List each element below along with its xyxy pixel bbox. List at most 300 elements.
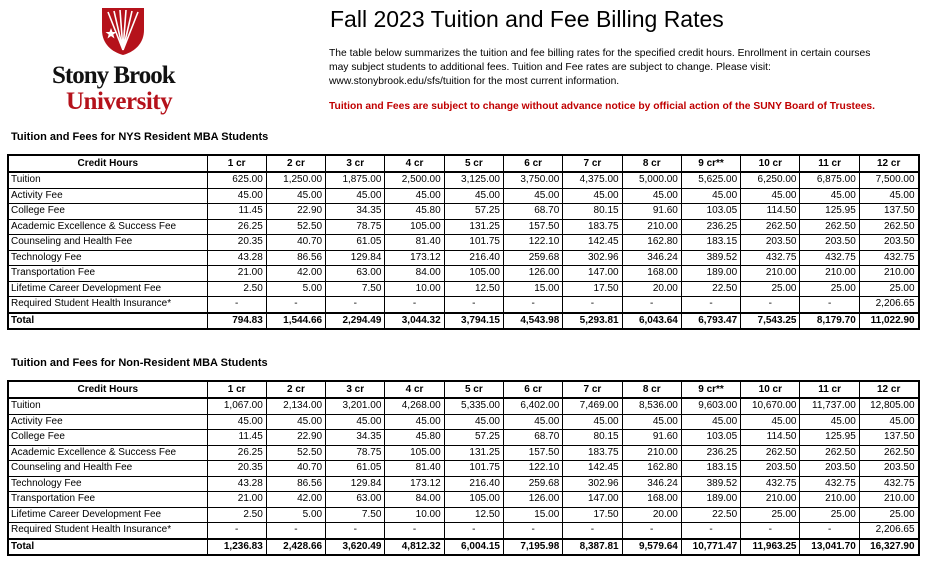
amount-cell: 11,963.25: [741, 539, 800, 556]
amount-cell: 2,500.00: [385, 172, 444, 188]
amount-cell: 45.00: [207, 188, 266, 204]
nonresident-fees-table: [7, 380, 920, 556]
amount-cell: -: [622, 297, 681, 313]
amount-cell: -: [444, 523, 503, 539]
amount-cell: 432.75: [859, 250, 918, 266]
amount-cell: 129.84: [326, 476, 385, 492]
amount-cell: 216.40: [444, 250, 503, 266]
amount-cell: 129.84: [326, 250, 385, 266]
amount-cell: 5,625.00: [681, 172, 740, 188]
amount-cell: 45.80: [385, 204, 444, 220]
row-label: Academic Excellence & Success Fee: [8, 219, 207, 235]
amount-cell: -: [207, 297, 266, 313]
amount-cell: 15.00: [503, 281, 562, 297]
amount-cell: 794.83: [207, 313, 266, 330]
amount-cell: 157.50: [503, 445, 562, 461]
amount-cell: 8,179.70: [800, 313, 859, 330]
amount-cell: 45.00: [266, 414, 325, 430]
amount-cell: 45.00: [503, 414, 562, 430]
fee-row: [8, 476, 919, 492]
amount-cell: 389.52: [681, 250, 740, 266]
fee-row: [8, 172, 919, 188]
amount-cell: 45.00: [563, 188, 622, 204]
amount-cell: 125.95: [800, 204, 859, 220]
amount-cell: -: [563, 297, 622, 313]
column-header: 9 cr**: [681, 155, 740, 172]
row-label: Transportation Fee: [8, 492, 207, 508]
fee-row: [8, 188, 919, 204]
column-header: 6 cr: [503, 381, 562, 398]
intro-line-3: www.stonybrook.edu/sfs/tuition for the most current information.: [329, 76, 620, 87]
amount-cell: -: [503, 523, 562, 539]
row-label: Tuition: [8, 172, 207, 188]
amount-cell: 302.96: [563, 476, 622, 492]
amount-cell: 6,402.00: [503, 398, 562, 414]
column-header: 10 cr: [741, 155, 800, 172]
row-label: Total: [8, 539, 207, 556]
column-header: 5 cr: [444, 155, 503, 172]
credit-hours-header: Credit Hours: [8, 381, 207, 398]
amount-cell: 34.35: [326, 204, 385, 220]
amount-cell: -: [385, 523, 444, 539]
amount-cell: 236.25: [681, 219, 740, 235]
amount-cell: -: [326, 297, 385, 313]
amount-cell: 63.00: [326, 492, 385, 508]
amount-cell: 12.50: [444, 281, 503, 297]
amount-cell: 45.00: [385, 414, 444, 430]
amount-cell: 78.75: [326, 445, 385, 461]
amount-cell: 25.00: [859, 281, 918, 297]
amount-cell: 210.00: [741, 492, 800, 508]
amount-cell: 4,812.32: [385, 539, 444, 556]
amount-cell: 3,201.00: [326, 398, 385, 414]
amount-cell: -: [800, 297, 859, 313]
amount-cell: 13,041.70: [800, 539, 859, 556]
amount-cell: 236.25: [681, 445, 740, 461]
amount-cell: 10.00: [385, 281, 444, 297]
amount-cell: 7.50: [326, 281, 385, 297]
amount-cell: 105.00: [444, 266, 503, 282]
amount-cell: 7,543.25: [741, 313, 800, 330]
fee-row: [8, 398, 919, 414]
amount-cell: 302.96: [563, 250, 622, 266]
amount-cell: 5.00: [266, 507, 325, 523]
amount-cell: 262.50: [859, 219, 918, 235]
amount-cell: 45.00: [741, 188, 800, 204]
amount-cell: 122.10: [503, 235, 562, 251]
amount-cell: 259.68: [503, 476, 562, 492]
amount-cell: 126.00: [503, 266, 562, 282]
amount-cell: -: [622, 523, 681, 539]
amount-cell: 86.56: [266, 250, 325, 266]
row-label: College Fee: [8, 430, 207, 446]
row-label: Required Student Health Insurance*: [8, 297, 207, 313]
amount-cell: 346.24: [622, 476, 681, 492]
amount-cell: 625.00: [207, 172, 266, 188]
amount-cell: 45.00: [326, 414, 385, 430]
amount-cell: 6,793.47: [681, 313, 740, 330]
amount-cell: -: [681, 523, 740, 539]
amount-cell: 10.00: [385, 507, 444, 523]
amount-cell: 131.25: [444, 219, 503, 235]
amount-cell: 45.00: [207, 414, 266, 430]
amount-cell: 137.50: [859, 204, 918, 220]
amount-cell: 147.00: [563, 266, 622, 282]
amount-cell: 45.00: [444, 188, 503, 204]
amount-cell: 7,469.00: [563, 398, 622, 414]
amount-cell: 183.15: [681, 235, 740, 251]
amount-cell: 101.75: [444, 461, 503, 477]
fee-row: [8, 266, 919, 282]
amount-cell: 45.00: [266, 188, 325, 204]
amount-cell: 10,670.00: [741, 398, 800, 414]
amount-cell: 122.10: [503, 461, 562, 477]
amount-cell: 262.50: [741, 445, 800, 461]
amount-cell: 210.00: [800, 266, 859, 282]
amount-cell: 432.75: [741, 250, 800, 266]
amount-cell: 4,375.00: [563, 172, 622, 188]
column-header: 1 cr: [207, 155, 266, 172]
amount-cell: 17.50: [563, 281, 622, 297]
amount-cell: 45.00: [503, 188, 562, 204]
amount-cell: 22.90: [266, 430, 325, 446]
row-label: Technology Fee: [8, 476, 207, 492]
amount-cell: 183.75: [563, 219, 622, 235]
column-header: 4 cr: [385, 381, 444, 398]
amount-cell: 131.25: [444, 445, 503, 461]
amount-cell: 203.50: [741, 461, 800, 477]
row-label: Technology Fee: [8, 250, 207, 266]
amount-cell: -: [800, 523, 859, 539]
amount-cell: 68.70: [503, 204, 562, 220]
fee-row: [8, 445, 919, 461]
amount-cell: 20.00: [622, 507, 681, 523]
amount-cell: 4,543.98: [503, 313, 562, 330]
amount-cell: 259.68: [503, 250, 562, 266]
amount-cell: 173.12: [385, 476, 444, 492]
amount-cell: 11.45: [207, 204, 266, 220]
amount-cell: 40.70: [266, 235, 325, 251]
column-header: 8 cr: [622, 381, 681, 398]
amount-cell: 105.00: [385, 219, 444, 235]
fee-row: [8, 492, 919, 508]
amount-cell: 5,000.00: [622, 172, 681, 188]
amount-cell: 137.50: [859, 430, 918, 446]
column-header: 5 cr: [444, 381, 503, 398]
amount-cell: 45.00: [444, 414, 503, 430]
amount-cell: 105.00: [385, 445, 444, 461]
amount-cell: 45.00: [741, 414, 800, 430]
amount-cell: 5,293.81: [563, 313, 622, 330]
column-header: 8 cr: [622, 155, 681, 172]
amount-cell: 157.50: [503, 219, 562, 235]
logo-line-1: Stony Brook: [52, 62, 175, 89]
fee-row: [8, 250, 919, 266]
column-header: 12 cr: [859, 155, 918, 172]
amount-cell: 432.75: [800, 476, 859, 492]
amount-cell: 40.70: [266, 461, 325, 477]
amount-cell: 84.00: [385, 492, 444, 508]
amount-cell: 2,134.00: [266, 398, 325, 414]
amount-cell: 210.00: [800, 492, 859, 508]
amount-cell: 91.60: [622, 430, 681, 446]
amount-cell: 81.40: [385, 235, 444, 251]
amount-cell: 12.50: [444, 507, 503, 523]
amount-cell: 210.00: [741, 266, 800, 282]
row-label: Total: [8, 313, 207, 330]
amount-cell: 34.35: [326, 430, 385, 446]
amount-cell: -: [326, 523, 385, 539]
amount-cell: 210.00: [859, 266, 918, 282]
column-header: 4 cr: [385, 155, 444, 172]
amount-cell: 3,794.15: [444, 313, 503, 330]
amount-cell: 183.75: [563, 445, 622, 461]
amount-cell: 63.00: [326, 266, 385, 282]
column-header: 11 cr: [800, 381, 859, 398]
amount-cell: 45.00: [622, 188, 681, 204]
amount-cell: 21.00: [207, 266, 266, 282]
amount-cell: 45.00: [859, 414, 918, 430]
amount-cell: 45.80: [385, 430, 444, 446]
amount-cell: 9,603.00: [681, 398, 740, 414]
amount-cell: 78.75: [326, 219, 385, 235]
amount-cell: 20.35: [207, 235, 266, 251]
fee-row: [8, 235, 919, 251]
amount-cell: 25.00: [741, 281, 800, 297]
column-header: 2 cr: [266, 381, 325, 398]
credit-hours-header: Credit Hours: [8, 155, 207, 172]
amount-cell: 125.95: [800, 430, 859, 446]
fee-row: [8, 430, 919, 446]
amount-cell: 432.75: [859, 476, 918, 492]
amount-cell: 84.00: [385, 266, 444, 282]
amount-cell: 142.45: [563, 235, 622, 251]
amount-cell: 2.50: [207, 507, 266, 523]
amount-cell: 210.00: [859, 492, 918, 508]
amount-cell: 203.50: [800, 461, 859, 477]
amount-cell: -: [563, 523, 622, 539]
amount-cell: 3,750.00: [503, 172, 562, 188]
amount-cell: 45.00: [681, 188, 740, 204]
amount-cell: 5.00: [266, 281, 325, 297]
fee-row: [8, 461, 919, 477]
amount-cell: 162.80: [622, 235, 681, 251]
amount-cell: 262.50: [741, 219, 800, 235]
amount-cell: -: [385, 297, 444, 313]
amount-cell: 6,250.00: [741, 172, 800, 188]
amount-cell: 45.00: [563, 414, 622, 430]
row-label: Transportation Fee: [8, 266, 207, 282]
amount-cell: 3,125.00: [444, 172, 503, 188]
nonresident-section-heading: Tuition and Fees for Non-Resident MBA Students: [11, 357, 268, 369]
resident-section-heading: Tuition and Fees for NYS Resident MBA Students: [11, 131, 269, 143]
amount-cell: 8,387.81: [563, 539, 622, 556]
amount-cell: 432.75: [800, 250, 859, 266]
amount-cell: 6,004.15: [444, 539, 503, 556]
column-header: 11 cr: [800, 155, 859, 172]
amount-cell: 22.50: [681, 507, 740, 523]
amount-cell: 262.50: [800, 445, 859, 461]
amount-cell: 15.00: [503, 507, 562, 523]
amount-cell: 20.00: [622, 281, 681, 297]
amount-cell: 61.05: [326, 235, 385, 251]
amount-cell: 20.35: [207, 461, 266, 477]
amount-cell: 1,875.00: [326, 172, 385, 188]
amount-cell: 7,195.98: [503, 539, 562, 556]
page-title: Fall 2023 Tuition and Fee Billing Rates: [330, 6, 724, 32]
fee-row: [8, 297, 919, 313]
amount-cell: 45.00: [326, 188, 385, 204]
row-label: Activity Fee: [8, 414, 207, 430]
amount-cell: 68.70: [503, 430, 562, 446]
row-label: Counseling and Health Fee: [8, 461, 207, 477]
amount-cell: 262.50: [800, 219, 859, 235]
amount-cell: 2.50: [207, 281, 266, 297]
university-logo: [52, 6, 202, 118]
amount-cell: -: [444, 297, 503, 313]
amount-cell: -: [741, 297, 800, 313]
amount-cell: 203.50: [859, 461, 918, 477]
fee-row: [8, 507, 919, 523]
amount-cell: 43.28: [207, 476, 266, 492]
row-label: Required Student Health Insurance*: [8, 523, 207, 539]
amount-cell: 11.45: [207, 430, 266, 446]
amount-cell: 114.50: [741, 204, 800, 220]
amount-cell: 80.15: [563, 204, 622, 220]
amount-cell: 86.56: [266, 476, 325, 492]
intro-line-1: The table below summarizes the tuition and fee billing rates for the specified credit hours. Enrollment in certain courses: [329, 48, 871, 59]
amount-cell: 42.00: [266, 266, 325, 282]
column-header: 9 cr**: [681, 381, 740, 398]
amount-cell: -: [266, 523, 325, 539]
amount-cell: 45.00: [385, 188, 444, 204]
amount-cell: 114.50: [741, 430, 800, 446]
fee-row: [8, 204, 919, 220]
amount-cell: 168.00: [622, 266, 681, 282]
amount-cell: -: [741, 523, 800, 539]
column-header: 12 cr: [859, 381, 918, 398]
amount-cell: 45.00: [622, 414, 681, 430]
amount-cell: 142.45: [563, 461, 622, 477]
amount-cell: 11,022.90: [859, 313, 918, 330]
amount-cell: 26.25: [207, 219, 266, 235]
amount-cell: -: [681, 297, 740, 313]
column-header: 6 cr: [503, 155, 562, 172]
fee-row: [8, 281, 919, 297]
amount-cell: 2,294.49: [326, 313, 385, 330]
amount-cell: 262.50: [859, 445, 918, 461]
amount-cell: 57.25: [444, 204, 503, 220]
amount-cell: 12,805.00: [859, 398, 918, 414]
amount-cell: 45.00: [800, 188, 859, 204]
amount-cell: 81.40: [385, 461, 444, 477]
amount-cell: 210.00: [622, 219, 681, 235]
column-header: 7 cr: [563, 381, 622, 398]
amount-cell: 45.00: [800, 414, 859, 430]
amount-cell: 25.00: [800, 281, 859, 297]
amount-cell: 3,620.49: [326, 539, 385, 556]
amount-cell: 1,544.66: [266, 313, 325, 330]
amount-cell: 42.00: [266, 492, 325, 508]
amount-cell: 91.60: [622, 204, 681, 220]
amount-cell: 80.15: [563, 430, 622, 446]
column-header: 1 cr: [207, 381, 266, 398]
intro-text: [329, 47, 919, 89]
row-label: Academic Excellence & Success Fee: [8, 445, 207, 461]
amount-cell: 5,335.00: [444, 398, 503, 414]
amount-cell: 9,579.64: [622, 539, 681, 556]
fee-row: [8, 523, 919, 539]
header-row: [8, 155, 919, 172]
amount-cell: 17.50: [563, 507, 622, 523]
row-label: College Fee: [8, 204, 207, 220]
amount-cell: -: [503, 297, 562, 313]
amount-cell: 432.75: [741, 476, 800, 492]
amount-cell: 173.12: [385, 250, 444, 266]
row-label: Counseling and Health Fee: [8, 235, 207, 251]
column-header: 2 cr: [266, 155, 325, 172]
amount-cell: 210.00: [622, 445, 681, 461]
amount-cell: 189.00: [681, 266, 740, 282]
amount-cell: 203.50: [741, 235, 800, 251]
amount-cell: 22.90: [266, 204, 325, 220]
row-label: Tuition: [8, 398, 207, 414]
logo-line-2: University: [66, 88, 173, 115]
change-warning: Tuition and Fees are subject to change without advance notice by official action of the SUNY Board of Trustees.: [329, 101, 876, 112]
amount-cell: 6,875.00: [800, 172, 859, 188]
amount-cell: 1,250.00: [266, 172, 325, 188]
amount-cell: 45.00: [681, 414, 740, 430]
amount-cell: 25.00: [741, 507, 800, 523]
amount-cell: 203.50: [859, 235, 918, 251]
amount-cell: 25.00: [800, 507, 859, 523]
amount-cell: 11,737.00: [800, 398, 859, 414]
amount-cell: 57.25: [444, 430, 503, 446]
amount-cell: 346.24: [622, 250, 681, 266]
amount-cell: 52.50: [266, 445, 325, 461]
total-row: [8, 313, 919, 330]
amount-cell: 389.52: [681, 476, 740, 492]
amount-cell: 6,043.64: [622, 313, 681, 330]
fee-row: [8, 414, 919, 430]
intro-line-2: may subject students to additional fees. Tuition and Fee rates are subject to change. Please visit:: [329, 62, 771, 73]
amount-cell: 7,500.00: [859, 172, 918, 188]
header-row: [8, 381, 919, 398]
amount-cell: 2,206.65: [859, 523, 918, 539]
amount-cell: 216.40: [444, 476, 503, 492]
amount-cell: 101.75: [444, 235, 503, 251]
amount-cell: 21.00: [207, 492, 266, 508]
amount-cell: 1,236.83: [207, 539, 266, 556]
amount-cell: 203.50: [800, 235, 859, 251]
amount-cell: 16,327.90: [859, 539, 918, 556]
total-row: [8, 539, 919, 556]
amount-cell: 22.50: [681, 281, 740, 297]
amount-cell: 147.00: [563, 492, 622, 508]
amount-cell: 103.05: [681, 430, 740, 446]
amount-cell: 26.25: [207, 445, 266, 461]
amount-cell: 168.00: [622, 492, 681, 508]
amount-cell: 2,428.66: [266, 539, 325, 556]
resident-fees-table: [7, 154, 920, 330]
amount-cell: 45.00: [859, 188, 918, 204]
amount-cell: 105.00: [444, 492, 503, 508]
amount-cell: -: [266, 297, 325, 313]
row-label: Activity Fee: [8, 188, 207, 204]
amount-cell: 189.00: [681, 492, 740, 508]
amount-cell: 162.80: [622, 461, 681, 477]
amount-cell: 183.15: [681, 461, 740, 477]
